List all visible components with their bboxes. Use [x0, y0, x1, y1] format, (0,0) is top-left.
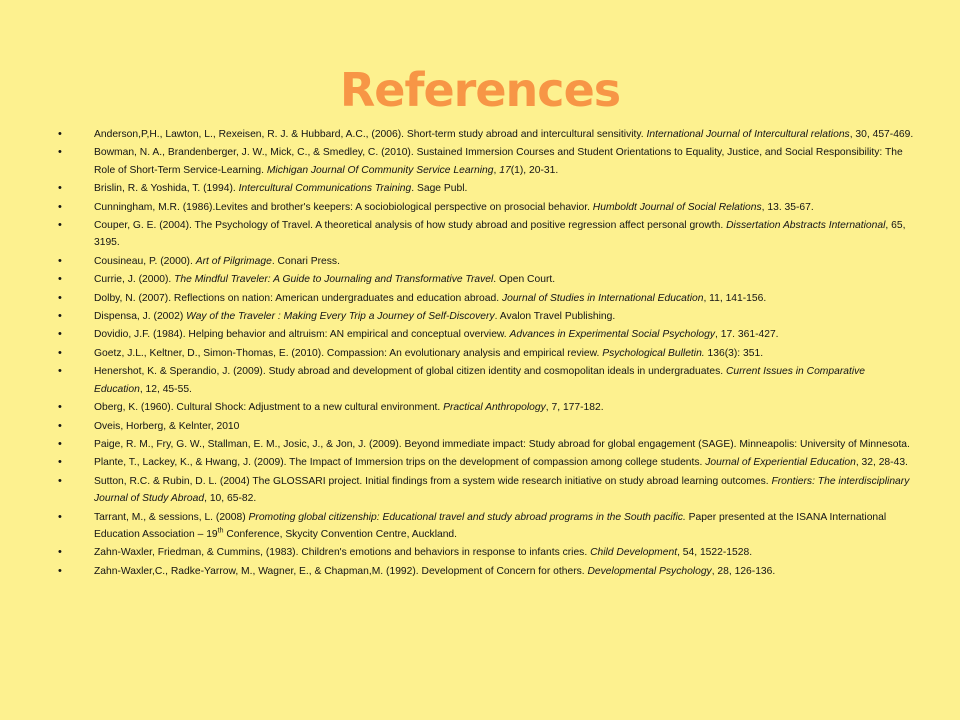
reference-italic-text: Humboldt Journal of Social Relations: [592, 201, 762, 213]
bullet-icon: •: [58, 310, 62, 323]
reference-text: Conference, Skycity Convention Centre, Auckland.: [223, 528, 458, 540]
bullet-icon: •: [58, 291, 62, 304]
reference-italic-text: Psychological Bulletin.: [602, 347, 705, 359]
reference-italic-text: Journal of Studies in International Education: [501, 292, 704, 304]
bullet-icon: •: [58, 546, 62, 559]
bullet-icon: •: [58, 273, 62, 286]
bullet-icon: •: [58, 365, 62, 378]
reference-text: Sutton, R.C. & Rubin, D. L. (2004) The GLOSSARI project. Initial findings from a system wide research initiative on study abroad learning outcomes.: [94, 475, 772, 487]
reference-text: Dolby, N. (2007). Reflections on nation: American undergraduates and education abroad.: [94, 292, 502, 304]
reference-item: [48, 563, 914, 580]
reference-text: . Conari Press.: [271, 255, 340, 267]
reference-italic-text: Way of the Traveler : Making Every Trip a Journey of Self-Discovery: [186, 311, 495, 323]
reference-item: [48, 180, 914, 197]
reference-item: [48, 144, 914, 179]
reference-text: , 32, 28-43.: [855, 457, 908, 469]
reference-item: [48, 454, 914, 471]
reference-text: Couper, G. E. (2004). The Psychology of Travel. A theoretical analysis of how study abroad and positive regression affect personal growth.: [94, 220, 727, 232]
bullet-icon: •: [58, 200, 62, 213]
reference-item: [48, 544, 914, 561]
reference-text: , 30, 457-469.: [849, 129, 914, 140]
bullet-icon: •: [58, 128, 62, 140]
reference-text: Dovidio, J.F. (1984). Helping behavior and altruism: AN empirical and conceptual overview.: [94, 329, 510, 341]
reference-item: [48, 126, 914, 143]
reference-text: Cousineau, P. (2000).: [94, 255, 196, 267]
reference-text: Zahn-Waxler,C., Radke-Yarrow, M., Wagner, E., & Chapman,M. (1992). Development of Concern for others.: [94, 565, 588, 577]
reference-text: Henershot, K. & Sperandio, J. (2009). Study abroad and development of global citizen identity and cosmopolitan ideals in undergraduates.: [94, 366, 726, 378]
reference-text: Tarrant, M., & sessions, L. (2008): [94, 511, 249, 523]
reference-item: [48, 436, 914, 453]
reference-item: [48, 326, 914, 343]
reference-text: Paper presented at the ISANA International Education Association – 19: [94, 511, 887, 540]
reference-text: 136(3): 351.: [704, 347, 764, 359]
reference-text: , 11, 141-156.: [703, 292, 767, 304]
reference-text: Oberg, K. (1960). Cultural Shock: Adjustment to a new cultural environment.: [94, 402, 444, 414]
reference-item: [48, 199, 914, 216]
reference-italic-text: Art of Pilgrimage: [195, 255, 272, 267]
reference-item: [48, 345, 914, 362]
bullet-icon: •: [58, 346, 62, 359]
reference-text: (1), 20-31.: [510, 164, 559, 176]
reference-text: , 28, 126-136.: [711, 565, 776, 577]
reference-text: , 54, 1522-1528.: [677, 547, 753, 559]
reference-item: [48, 290, 914, 307]
reference-italic-text: Current Issues in Comparative Education: [94, 366, 866, 395]
bullet-icon: •: [58, 254, 62, 267]
reference-text: Dispensa, J. (2002): [94, 311, 187, 323]
reference-text: , 10, 65-82.: [204, 493, 257, 505]
reference-item: [48, 399, 914, 416]
bullet-icon: •: [58, 510, 62, 523]
reference-text: Brislin, R. & Yoshida, T. (1994).: [94, 183, 239, 195]
reference-item: [48, 418, 914, 435]
reference-text: Zahn-Waxler, Friedman, & Cummins, (1983). Children's emotions and behaviors in response to infants cries.: [94, 547, 591, 559]
reference-text: . Open Court.: [493, 274, 556, 286]
bullet-icon: •: [58, 437, 62, 450]
reference-text: , 65, 3195.: [94, 220, 906, 249]
bullet-icon: •: [58, 182, 62, 195]
reference-italic-text: Developmental Psychology: [587, 565, 712, 577]
reference-item: [48, 363, 914, 398]
reference-italic-text: Michigan Journal Of Community Service Learning: [266, 164, 494, 176]
reference-text: , 17. 361-427.: [715, 329, 779, 341]
reference-text: . Avalon Travel Publishing.: [494, 311, 616, 323]
slide-title: References: [339, 63, 621, 117]
reference-item: [48, 253, 914, 270]
reference-item: [48, 271, 914, 288]
bullet-icon: •: [58, 219, 62, 232]
bullet-icon: •: [58, 328, 62, 341]
bullet-icon: •: [58, 564, 62, 577]
reference-italic-text: Practical Anthropology: [443, 402, 546, 414]
reference-text: Goetz, J.L., Keltner, D., Simon-Thomas, E. (2010). Compassion: An evolutionary analysis and empirical review.: [94, 347, 603, 359]
reference-italic-text: Child Development: [590, 547, 678, 559]
reference-italic-text: Dissertation Abstracts International: [726, 220, 886, 232]
reference-text: th: [217, 527, 224, 535]
reference-text: Oveis, Horberg, & Kelnter, 2010: [94, 420, 240, 432]
reference-text: Currie, J. (2000).: [94, 274, 175, 286]
reference-text: Anderson,P,H., Lawton, L., Rexeisen, R. J. & Hubbard, A.C., (2006). Short-term study abroad and intercultural sensitivity.: [94, 129, 647, 140]
reference-italic-text: Promoting global citizenship: Educational travel and study abroad programs in the South pacific.: [248, 511, 686, 523]
reference-text: , 7, 177-182.: [545, 402, 604, 414]
reference-text: Plante, T., Lackey, K., & Hwang, J. (2009). The Impact of Immersion trips on the development of compassion among college students.: [94, 457, 706, 469]
reference-italic-text: Journal of Experiential Education: [705, 457, 856, 469]
reference-italic-text: Frontiers: The interdisciplinary Journal of Study Abroad: [94, 475, 910, 505]
reference-text: Cunningham, M.R. (1986).Levites and brother's keepers: A sociobiological perspective on prosocial behavior.: [94, 201, 593, 213]
bullet-icon: •: [58, 401, 62, 414]
bullet-icon: •: [58, 474, 62, 487]
reference-text: . Sage Publ.: [411, 183, 468, 195]
reference-item: [48, 473, 914, 508]
reference-item: [48, 509, 914, 544]
bullet-icon: •: [58, 419, 62, 432]
reference-italic-text: The Mindful Traveler: A Guide to Journaling and Transformative Travel: [174, 274, 494, 286]
reference-text: , 13. 35-67.: [761, 201, 814, 213]
references-list: [48, 126, 914, 581]
reference-text: Paige, R. M., Fry, G. W., Stallman, E. M., Josic, J., & Jon, J. (2009). Beyond immediate impact: Study abroad for global engagement (SAGE). Minneapolis: University of Minnesota.: [94, 438, 910, 450]
reference-italic-text: International Journal of Intercultural relations: [646, 129, 850, 140]
reference-item: [48, 308, 914, 325]
reference-italic-text: 17: [499, 164, 511, 176]
reference-text: ,: [493, 164, 500, 176]
bullet-icon: •: [58, 456, 62, 469]
reference-text: , 12, 45-55.: [139, 383, 192, 395]
reference-text: Bowman, N. A., Brandenberger, J. W., Mick, C., & Smedley, C. (2010). Sustained Immersion Courses and Student Orientations to Equality, Justice, and Social Responsibility: The Role of Short-Term Service-Learning.: [94, 147, 903, 176]
reference-italic-text: Advances in Experimental Social Psychology: [509, 329, 715, 341]
reference-item: [48, 217, 914, 252]
reference-italic-text: Intercultural Communications Training: [238, 183, 412, 195]
bullet-icon: •: [58, 146, 62, 159]
